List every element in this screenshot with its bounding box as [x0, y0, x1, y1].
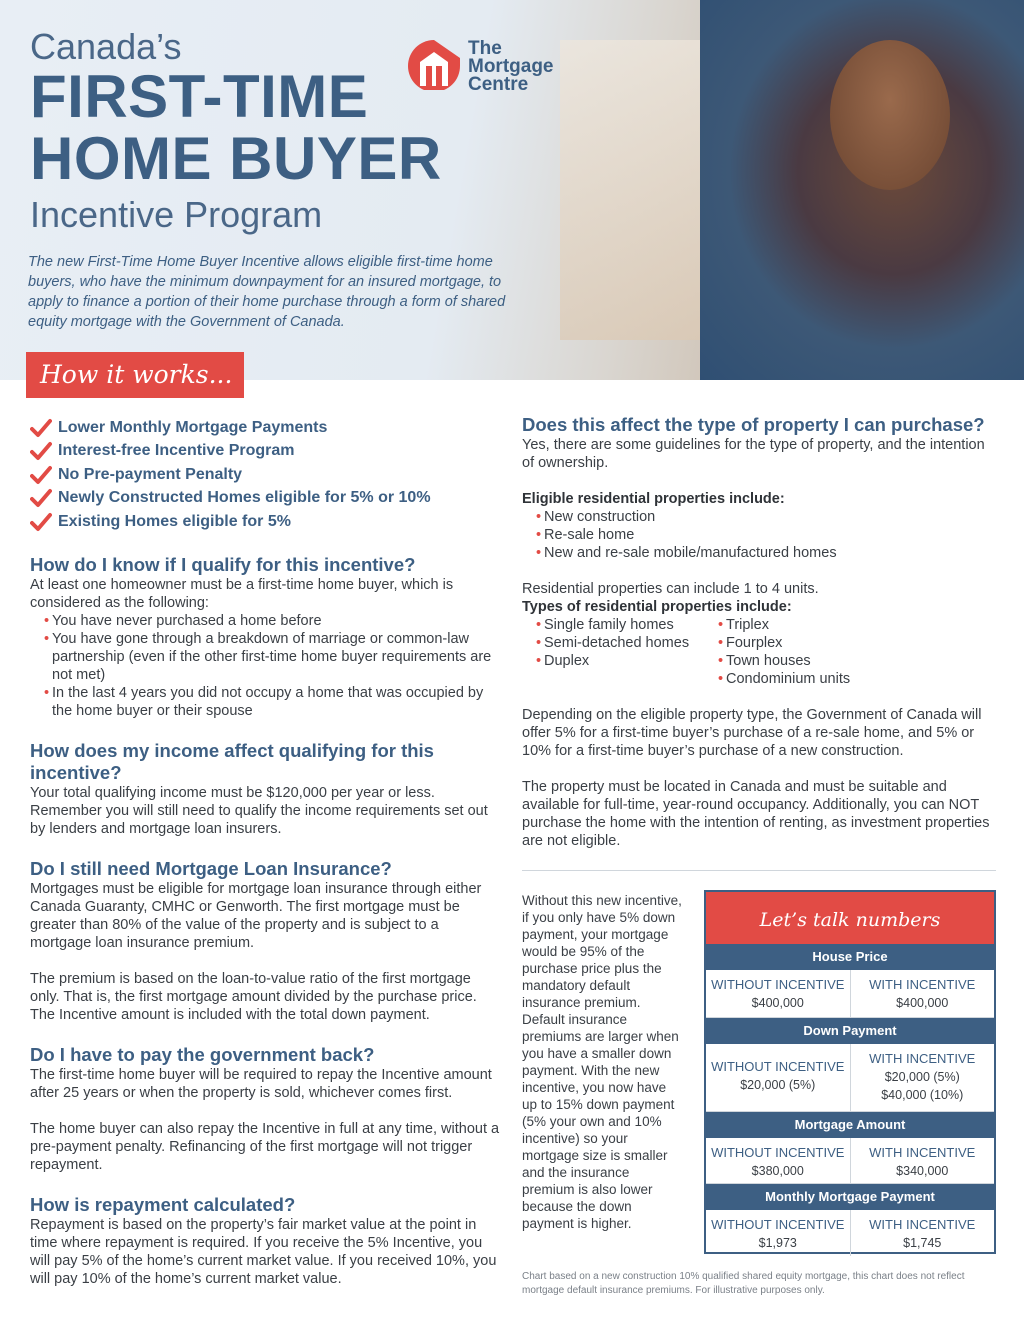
property-paragraph: Yes, there are some guidelines for the type of property, and the intention of ownership. — [522, 437, 985, 471]
hero-face-photo — [830, 40, 950, 190]
list-item: • Fourplex — [704, 634, 850, 652]
units-paragraph: Residential properties can include 1 to 4 units. — [522, 581, 819, 597]
list-item: • Semi-detached homes — [522, 634, 704, 652]
qualify-paragraph: At least one homeowner must be a first-time home buyer, which is considered as the following: — [30, 577, 454, 611]
list-item: • Duplex — [522, 652, 704, 670]
table-section-house-price: House Price — [706, 944, 994, 970]
table-cell: WITHOUT INCENTIVE $1,973 — [711, 1217, 845, 1250]
left-column — [30, 554, 502, 1288]
depend-paragraph: Depending on the eligible property type, the Government of Canada will offer 5% for a first-time buyer’s purchase of a re-sale home, and 5% or 10% for a first-time buyer’s purchase of a new construction. — [522, 707, 982, 759]
numbers-comparison-table — [704, 890, 996, 1254]
list-item: • Re-sale home — [522, 526, 992, 544]
table-cell: WITHOUT INCENTIVE $400,000 — [711, 977, 845, 1010]
list-item: Lower Monthly Mortgage Payments — [30, 416, 500, 440]
list-item: Existing Homes eligible for 5% — [30, 510, 500, 534]
how-it-works-banner: How it works... — [26, 352, 244, 398]
table-row — [706, 970, 994, 1018]
benefits-checklist — [30, 416, 500, 534]
table-cell: WITHOUT INCENTIVE $380,000 — [711, 1145, 845, 1178]
table-cell: WITHOUT INCENTIVE $20,000 (5%) — [711, 1059, 845, 1092]
checkmark-icon — [30, 465, 52, 485]
located-paragraph: The property must be located in Canada and must be suitable and available for full-time, year-round occupancy. Additionally, you can NOT purchase the home with the intention of renting, as investment properties are not eligible. — [522, 779, 990, 849]
list-item: • New and re-sale mobile/manufactured homes — [522, 544, 992, 562]
eligible-heading: Eligible residential properties include: — [522, 491, 785, 507]
table-section-down-payment: Down Payment — [706, 1018, 994, 1044]
income-paragraph: Your total qualifying income must be $120,000 per year or less. Remember you will still need to qualify the income requirements set out by lenders and mortgage loan insurers. — [30, 785, 488, 837]
table-row — [706, 1210, 994, 1256]
list-item: Interest-free Incentive Program — [30, 440, 500, 464]
types-heading: Types of residential properties include: — [522, 599, 792, 615]
house-logo-icon — [402, 36, 466, 90]
list-item: • Condominium units — [704, 670, 850, 688]
section-divider — [522, 870, 996, 871]
list-item: Newly Constructed Homes eligible for 5% or 10% — [30, 487, 500, 511]
payback-paragraph-1: The first-time home buyer will be required to repay the Incentive amount after 25 years or when the property is sold, whichever comes first. — [30, 1067, 492, 1101]
list-item: • Town houses — [704, 652, 850, 670]
list-item: • You have never purchased a home before — [30, 612, 502, 630]
checkmark-icon — [30, 512, 52, 532]
checkmark-icon — [30, 488, 52, 508]
payback-paragraph-2: The home buyer can also repay the Incentive in full at any time, without a pre-payment penalty. Refinancing of the first mortgage will not trigger repayment. — [30, 1121, 500, 1173]
table-cell: WITH INCENTIVE $20,000 (5%) $40,000 (10%) — [850, 1044, 995, 1111]
insurance-heading: Do I still need Mortgage Loan Insurance? — [30, 858, 392, 879]
chart-footnote: Chart based on a new construction 10% qualified shared equity mortgage, this chart does not reflect mortgage default insurance premiums. For illustrative purposes only. — [522, 1271, 965, 1296]
mortgage-centre-logo — [402, 30, 562, 100]
title-canadas: Canada’s — [30, 26, 182, 67]
table-row — [706, 1044, 994, 1112]
qualify-heading: How do I know if I qualify for this incentive? — [30, 554, 416, 575]
list-item: • In the last 4 years you did not occupy a home that was occupied by the home buyer or their spouse — [30, 684, 502, 720]
table-cell: WITH INCENTIVE $400,000 — [850, 970, 995, 1017]
property-heading: Does this affect the type of property I can purchase? — [522, 414, 985, 435]
repayment-paragraph: Repayment is based on the property’s fair market value at the point in time where repayment is required. If you receive the 5% Incentive, you will pay 5% of the home’s current market value. If you received 10%, you will pay 10% of the home’s current market value. — [30, 1217, 497, 1287]
comparison-explanation: Without this new incentive, if you only have 5% down payment, your mortgage would be 95% of the purchase price plus the mandatory default insurance premium. Default insurance premiums are larger when you have a smaller down payment. With the new incentive, you now have up to 15% down payment (5% your own and 10% incentive) so your mortgage size is smaller and the insurance premium is also lower because the down payment is higher. — [522, 893, 682, 1231]
table-title: Let’s talk numbers — [706, 892, 994, 944]
list-item: • Single family homes — [522, 616, 704, 634]
page-title: FIRST-TIME HOME BUYER — [30, 63, 442, 192]
intro-paragraph: The new First-Time Home Buyer Incentive allows eligible first-time home buyers, who have the minimum downpayment for an insured mortgage, to apply to finance a portion of their home purchase through a form of shared equity mortgage with the Government of Canada. — [28, 254, 506, 330]
property-types-list — [522, 616, 992, 688]
table-section-monthly-payment: Monthly Mortgage Payment — [706, 1184, 994, 1210]
checkmark-icon — [30, 441, 52, 461]
table-section-mortgage-amount: Mortgage Amount — [706, 1112, 994, 1138]
list-item: • You have gone through a breakdown of marriage or common-law partnership (even if the other first-time home buyer requirements are not met) — [30, 630, 502, 684]
insurance-paragraph-2: The premium is based on the loan-to-value ratio of the first mortgage only. That is, the first mortgage amount divided by the purchase price. The Incentive amount is included with the total down payment. — [30, 971, 477, 1023]
repayment-heading: How is repayment calculated? — [30, 1194, 296, 1215]
list-item: • New construction — [522, 508, 992, 526]
list-item: • Triplex — [704, 616, 850, 634]
table-cell: WITH INCENTIVE $340,000 — [850, 1138, 995, 1183]
checkmark-icon — [30, 418, 52, 438]
payback-heading: Do I have to pay the government back? — [30, 1044, 375, 1065]
title-incentive-program: Incentive Program — [30, 194, 323, 235]
table-cell: WITH INCENTIVE $1,745 — [850, 1210, 995, 1256]
logo-text: The Mortgage Centre — [468, 38, 554, 95]
table-row — [706, 1138, 994, 1184]
income-heading: How does my income affect qualifying for this incentive? — [30, 740, 434, 783]
list-item: No Pre-payment Penalty — [30, 463, 500, 487]
right-column — [522, 414, 992, 850]
insurance-paragraph-1: Mortgages must be eligible for mortgage loan insurance through either Canada Guaranty, CMHC or Genworth. The first mortgage must be greater than 80% of the value of the property and is subject to a mortgage loan insurance premium. — [30, 881, 482, 951]
